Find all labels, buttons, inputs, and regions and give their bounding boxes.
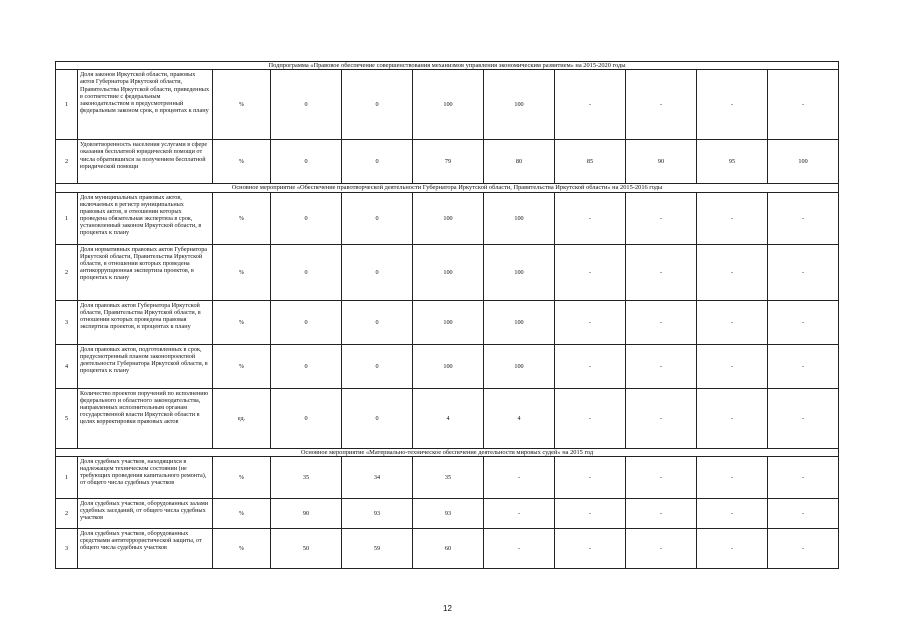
- section-title: Основное мероприятие «Материально-техническое обеспечение деятельности мировых судей» на 2015 год: [56, 448, 839, 456]
- value-cell: -: [555, 192, 626, 244]
- value-cell: 50: [271, 529, 342, 569]
- unit-cell: %: [213, 244, 271, 300]
- value-cell: -: [697, 529, 768, 569]
- value-cell: 0: [342, 344, 413, 388]
- value-cell: -: [626, 388, 697, 448]
- value-cell: 100: [413, 344, 484, 388]
- value-cell: 0: [342, 140, 413, 184]
- value-cell: -: [626, 499, 697, 529]
- indicator-description: Доля судебных участков, находящихся в надлежащем техническом состоянии (не требующих проведения капитального ремонта), от общего числа судебных участков: [78, 457, 213, 499]
- unit-cell: %: [213, 140, 271, 184]
- table-row: [56, 388, 839, 448]
- unit-cell: %: [213, 529, 271, 569]
- value-cell: 4: [413, 388, 484, 448]
- value-cell: 100: [413, 300, 484, 344]
- value-cell: 95: [697, 140, 768, 184]
- value-cell: 100: [768, 140, 839, 184]
- value-cell: -: [626, 457, 697, 499]
- unit-cell: %: [213, 300, 271, 344]
- value-cell: 35: [413, 457, 484, 499]
- row-number: 1: [56, 457, 78, 499]
- value-cell: 0: [271, 140, 342, 184]
- value-cell: 90: [271, 499, 342, 529]
- value-cell: 85: [555, 140, 626, 184]
- value-cell: -: [626, 529, 697, 569]
- value-cell: -: [626, 192, 697, 244]
- row-number: 1: [56, 192, 78, 244]
- value-cell: -: [555, 300, 626, 344]
- table-body: [56, 62, 839, 569]
- unit-cell: %: [213, 499, 271, 529]
- table-row: [56, 192, 839, 244]
- value-cell: -: [484, 499, 555, 529]
- value-cell: 4: [484, 388, 555, 448]
- value-cell: -: [626, 344, 697, 388]
- value-cell: -: [768, 388, 839, 448]
- section-title: Подпрограмма «Правовое обеспечение совершенствования механизмов управления экономическим развитием» на 2015-2020 годы: [56, 62, 839, 70]
- table-row: [56, 140, 839, 184]
- value-cell: -: [697, 192, 768, 244]
- value-cell: 34: [342, 457, 413, 499]
- indicator-description: Доля судебных участков, оборудованных залами судебных заседаний, от общего числа судебных участков: [78, 499, 213, 529]
- row-number: 5: [56, 388, 78, 448]
- value-cell: -: [555, 244, 626, 300]
- value-cell: 0: [271, 344, 342, 388]
- value-cell: -: [484, 457, 555, 499]
- value-cell: 100: [484, 192, 555, 244]
- row-number: 1: [56, 70, 78, 140]
- value-cell: -: [626, 300, 697, 344]
- indicator-description: Доля нормативных правовых актов Губернатора Иркутской области, Правительства Иркутской области, в отношении которых проведена антикоррупционная экспертиза проектов, в процентах к плану: [78, 244, 213, 300]
- value-cell: 0: [342, 192, 413, 244]
- value-cell: 90: [626, 140, 697, 184]
- row-number: 2: [56, 140, 78, 184]
- value-cell: -: [484, 529, 555, 569]
- value-cell: 0: [342, 244, 413, 300]
- indicator-description: Доля законов Иркутской области, правовых актов Губернатора Иркутской области, Правительства Иркутской области, приведенных в соответствие с федеральным законодательством в предусмотренный федеральным законом срок, в процентах к плану: [78, 70, 213, 140]
- table-row: [56, 300, 839, 344]
- value-cell: -: [555, 457, 626, 499]
- indicator-description: Удовлетворенность населения услугами в сфере оказания бесплатной юридической помощи от числа обратившихся за получением бесплатной юридической помощи: [78, 140, 213, 184]
- table-row: [56, 457, 839, 499]
- value-cell: 0: [342, 70, 413, 140]
- value-cell: 79: [413, 140, 484, 184]
- value-cell: -: [697, 300, 768, 344]
- value-cell: -: [697, 499, 768, 529]
- section-header-row: [56, 448, 839, 456]
- value-cell: 0: [271, 192, 342, 244]
- page-number: 12: [443, 604, 452, 613]
- row-number: 3: [56, 300, 78, 344]
- value-cell: -: [555, 344, 626, 388]
- value-cell: 100: [484, 344, 555, 388]
- value-cell: -: [697, 344, 768, 388]
- row-number: 2: [56, 499, 78, 529]
- value-cell: 100: [484, 244, 555, 300]
- unit-cell: ед.: [213, 388, 271, 448]
- value-cell: -: [768, 499, 839, 529]
- value-cell: -: [555, 388, 626, 448]
- value-cell: -: [768, 70, 839, 140]
- value-cell: 100: [413, 70, 484, 140]
- value-cell: 100: [413, 244, 484, 300]
- value-cell: 0: [271, 70, 342, 140]
- row-number: 2: [56, 244, 78, 300]
- indicator-description: Доля судебных участков, оборудованных средствами антитеррористической защиты, от общего числа судебных участков: [78, 529, 213, 569]
- value-cell: -: [768, 244, 839, 300]
- value-cell: -: [697, 244, 768, 300]
- table-row: [56, 499, 839, 529]
- value-cell: 0: [271, 388, 342, 448]
- value-cell: -: [768, 192, 839, 244]
- value-cell: 0: [271, 244, 342, 300]
- indicator-description: Доля муниципальных правовых актов, включаемых в регистр муниципальных правовых актов, в отношении которых проведена обязательная экспертиза в срок, установленный законом Иркутской области, в процентах к плану: [78, 192, 213, 244]
- value-cell: 59: [342, 529, 413, 569]
- table-row: [56, 344, 839, 388]
- section-header-row: [56, 62, 839, 70]
- indicator-description: Доля правовых актов, подготовленных в срок, предусмотренный планом законопроектной деятельности Губернатора Иркутской области, в процентах к плану: [78, 344, 213, 388]
- value-cell: -: [768, 457, 839, 499]
- table-row: [56, 529, 839, 569]
- value-cell: 100: [413, 192, 484, 244]
- row-number: 4: [56, 344, 78, 388]
- value-cell: -: [697, 70, 768, 140]
- value-cell: -: [697, 388, 768, 448]
- section-header-row: [56, 184, 839, 192]
- unit-cell: %: [213, 192, 271, 244]
- value-cell: 0: [342, 300, 413, 344]
- value-cell: 93: [342, 499, 413, 529]
- indicators-table: [55, 61, 839, 569]
- value-cell: 35: [271, 457, 342, 499]
- value-cell: -: [768, 529, 839, 569]
- unit-cell: %: [213, 344, 271, 388]
- value-cell: 100: [484, 300, 555, 344]
- value-cell: -: [555, 529, 626, 569]
- row-number: 3: [56, 529, 78, 569]
- section-title: Основное мероприятие «Обеспечение правотворческой деятельности Губернатора Иркутской области, Правительства Иркутской области» на 2015-2016 годы: [56, 184, 839, 192]
- value-cell: -: [626, 70, 697, 140]
- indicator-description: Количество проектов поручений по исполнению федерального и областного законодательства, направленных исполнительным органам государственной власти Иркутской области в целях корректировки правовых актов: [78, 388, 213, 448]
- value-cell: 80: [484, 140, 555, 184]
- table-row: [56, 70, 839, 140]
- value-cell: -: [768, 344, 839, 388]
- value-cell: -: [555, 70, 626, 140]
- value-cell: 0: [342, 388, 413, 448]
- value-cell: -: [697, 457, 768, 499]
- value-cell: -: [768, 300, 839, 344]
- unit-cell: %: [213, 70, 271, 140]
- value-cell: -: [555, 499, 626, 529]
- unit-cell: %: [213, 457, 271, 499]
- table-row: [56, 244, 839, 300]
- value-cell: -: [626, 244, 697, 300]
- value-cell: 100: [484, 70, 555, 140]
- value-cell: 93: [413, 499, 484, 529]
- value-cell: 0: [271, 300, 342, 344]
- value-cell: 60: [413, 529, 484, 569]
- indicator-description: Доля правовых актов Губернатора Иркутской области, Правительства Иркутской области, в отношении которых проведена правовая экспертиза проектов, в процентах к плану: [78, 300, 213, 344]
